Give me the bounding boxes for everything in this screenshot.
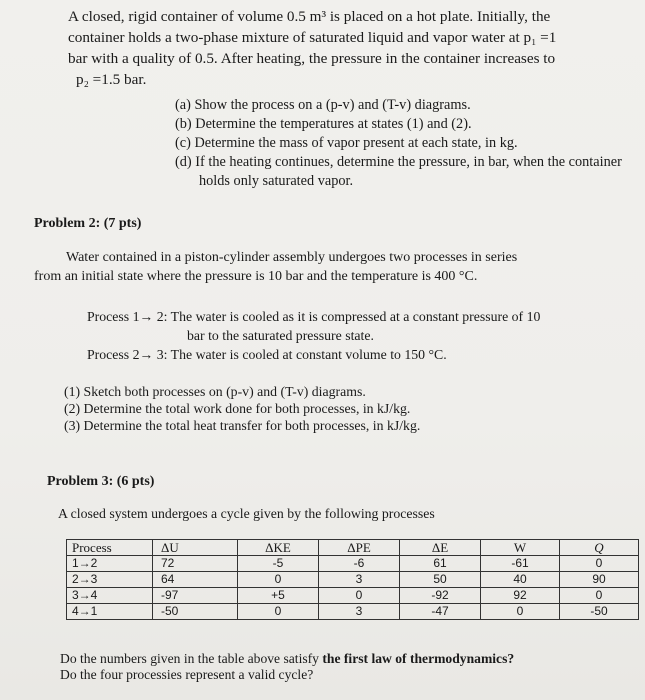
question-bold: the first law of thermodynamics? <box>322 651 515 666</box>
table-cell: 0 <box>560 588 639 604</box>
table-header-cell: ΔKE <box>238 540 319 556</box>
problem3-header: Problem 3: (6 pts) <box>47 474 155 489</box>
table-cell: -47 <box>400 604 481 620</box>
problem1-part-a: (a) Show the process on a (p-v) and (T-v) diagrams. <box>175 97 471 113</box>
problem2-intro <box>34 248 614 286</box>
problem2-task-2: (2) Determine the total work done for both processes, in kJ/kg. <box>64 401 411 416</box>
table-header-cell: ΔPE <box>319 540 400 556</box>
table-header-cell: ΔU <box>153 540 238 556</box>
table-cell: 0 <box>319 588 400 604</box>
problem1-part-d: (d) If the heating continues, determine the pressure, in bar, when the container holds only saturated vapor. <box>175 154 622 189</box>
table-cell: 2→3 <box>67 572 153 588</box>
table-cell: 3 <box>319 604 400 620</box>
problem1-line: p₂ =1.5 bar. <box>76 71 147 88</box>
table-cell: -6 <box>319 556 400 572</box>
problem3-description: A closed system undergoes a cycle given by the following processes <box>58 506 435 521</box>
problem2-header: Problem 2: (7 pts) <box>34 216 142 231</box>
problem1-part-b: (b) Determine the temperatures at states (1) and (2). <box>175 116 472 132</box>
table-cell: 3→4 <box>67 588 153 604</box>
table-header-row <box>67 540 639 556</box>
cycle-table <box>66 539 639 620</box>
table-cell: -92 <box>400 588 481 604</box>
table-cell: -50 <box>560 604 639 620</box>
table-cell: 0 <box>481 604 560 620</box>
problem1-parts <box>175 96 625 191</box>
table-row <box>67 604 639 620</box>
table-cell: 64 <box>153 572 238 588</box>
table-cell: -97 <box>153 588 238 604</box>
table-cell: 50 <box>400 572 481 588</box>
table-cell: 0 <box>238 604 319 620</box>
problem2-intro-line2: from an initial state where the pressure is 10 bar and the temperature is 400 °C. <box>34 269 478 284</box>
table-header-cell: W <box>481 540 560 556</box>
table-cell: 4→1 <box>67 604 153 620</box>
table-cell: 40 <box>481 572 560 588</box>
problem2-processes <box>87 307 617 364</box>
problem2-intro-line1: Water contained in a piston-cylinder assembly undergoes two processes in series <box>66 250 518 265</box>
problem2-task-1: (1) Sketch both processes on (p-v) and (T-v) diagrams. <box>64 384 366 399</box>
table-cell: 3 <box>319 572 400 588</box>
problem2-tasks <box>64 383 584 434</box>
valid-cycle-question: Do the four processies represent a valid cycle? <box>60 667 314 682</box>
table-row <box>67 588 639 604</box>
process1-line2: bar to the saturated pressure state. <box>187 328 374 343</box>
table-cell: +5 <box>238 588 319 604</box>
table-row <box>67 572 639 588</box>
table-cell: 0 <box>560 556 639 572</box>
table-cell: 61 <box>400 556 481 572</box>
process2-line: Process 2→ 3: The water is cooled at constant volume to 150 °C. <box>87 347 447 362</box>
table-cell: 0 <box>238 572 319 588</box>
problem3-questions <box>60 651 620 683</box>
table-header-cell: Process <box>67 540 153 556</box>
table-header-cell: Q <box>560 540 639 556</box>
table-header-cell: ΔE <box>400 540 481 556</box>
table-cell: 90 <box>560 572 639 588</box>
table-cell: 92 <box>481 588 560 604</box>
problem2-task-3: (3) Determine the total heat transfer for both processes, in kJ/kg. <box>64 418 421 433</box>
table-row <box>67 556 639 572</box>
question-prefix: Do the numbers given in the table above satisfy <box>60 651 323 666</box>
process1-line1: Process 1→ 2: The water is cooled as it is compressed at a constant pressure of 10 <box>87 309 541 324</box>
table-cell: 72 <box>153 556 238 572</box>
problem1-statement <box>68 6 628 90</box>
problem1-line: bar with a quality of 0.5. After heating, the pressure in the container increases to <box>68 50 556 67</box>
table-cell: -50 <box>153 604 238 620</box>
problem1-part-c: (c) Determine the mass of vapor present at each state, in kg. <box>175 135 518 151</box>
table-cell: -5 <box>238 556 319 572</box>
table-cell: -61 <box>481 556 560 572</box>
first-law-question <box>60 651 620 667</box>
problem1-line: A closed, rigid container of volume 0.5 m³ is placed on a hot plate. Initially, the <box>68 8 551 25</box>
table-cell: 1→2 <box>67 556 153 572</box>
problem1-line: container holds a two-phase mixture of saturated liquid and vapor water at p₁ =1 <box>68 29 557 46</box>
